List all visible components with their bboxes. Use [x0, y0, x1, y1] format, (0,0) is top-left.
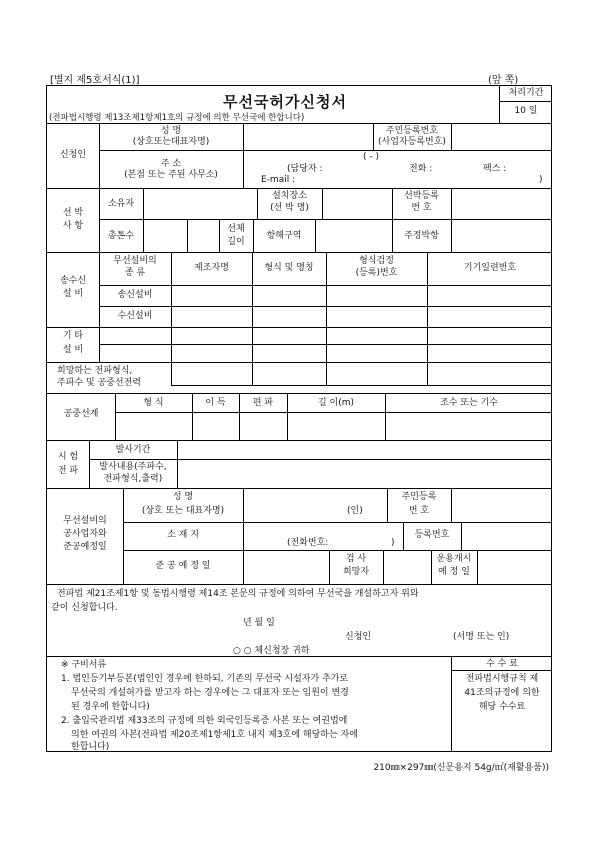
- cert-label-1: 형식검정: [359, 256, 394, 266]
- applicant-name-sub: (상호또는대표자명): [132, 137, 210, 147]
- hull-length-1: 선체: [227, 224, 245, 234]
- applicant-contact-person: (담당자 :: [287, 164, 323, 174]
- declaration-date: 년 월 일: [243, 618, 275, 628]
- antenna-gain-label: 이 득: [205, 398, 226, 408]
- applicant-close-paren: ): [539, 175, 543, 185]
- rx-equipment-label: 수신설비: [117, 311, 153, 321]
- tx-equipment-label: 송신설비: [117, 290, 153, 300]
- applicant-phone: 전화 :: [409, 164, 433, 174]
- nav-area-label: 항해구역: [266, 231, 302, 241]
- antenna-type-label: 형 식: [143, 398, 164, 408]
- applicant-fax: 팩스 :: [483, 164, 507, 174]
- ship-label-1: 선 박: [62, 208, 84, 218]
- declaration-signature: (서명 또는 인): [453, 632, 510, 642]
- cert-label-2: (등록)번호: [355, 268, 398, 278]
- contractor-address-label: 소 재 지: [167, 530, 199, 540]
- ship-reg-2: 번 호: [411, 203, 432, 213]
- equipment-kind-1: 무선설비의: [113, 256, 157, 266]
- processing-period-label: 처리기간: [508, 88, 544, 98]
- equipment-kind-2: 종 류: [124, 268, 146, 278]
- processing-period-value: 10 일: [514, 106, 538, 116]
- documents-item1-line3: 된 경우에 한합니다): [71, 702, 150, 712]
- applicant-rrn-label: 주민등록번호: [385, 126, 439, 136]
- declaration-recipient: ○ ○ 체신청장 귀하: [233, 646, 310, 656]
- install-place-1: 설치장소: [272, 191, 307, 201]
- contractor-name-label: 성 명: [172, 492, 194, 502]
- antenna-elements-label: 조수 또는 기수: [440, 398, 498, 408]
- test-content-2: 전파형식,출력): [103, 474, 163, 484]
- contractor-seal: (인): [347, 506, 363, 516]
- home-port-label: 주정박항: [404, 231, 439, 241]
- ship-owner-label: 소유자: [107, 199, 135, 209]
- documents-item1-line1: 1. 법인등기부등본(법인인 경우에 한하되, 기존의 무선국 시설자가 추가로: [61, 674, 349, 684]
- other-label-2: 설 비: [62, 345, 84, 355]
- ship-label-2: 사 항: [62, 221, 84, 231]
- documents-item2-line1: 2. 출입국관리법 제33조의 규정에 의한 외국인등록증 사본 또는 여권법에: [61, 716, 348, 726]
- contractor-phone-close: ): [391, 538, 395, 548]
- applicant-name-label: 성 명: [160, 126, 182, 136]
- form-subtitle: (전파법시행령 제13조제1항제1호의 규정에 의한 무선국에 한합니다): [49, 113, 305, 123]
- maker-label: 제조자명: [194, 263, 229, 273]
- antenna-length-label: 길 이(m): [317, 398, 355, 408]
- contractor-rrn-2: 번 호: [408, 506, 430, 516]
- serial-label: 기기일련번호: [463, 263, 517, 273]
- contractor-label-3: 준공예정일: [63, 542, 107, 552]
- fee-header: 수 수 료: [486, 659, 518, 669]
- hull-length-2: 길이: [227, 237, 245, 247]
- txrx-label-1: 송수신: [59, 276, 87, 286]
- install-place-2: (선 박 명): [270, 203, 309, 213]
- other-label-1: 기 타: [62, 331, 84, 341]
- declaration-applicant: 신청인: [345, 632, 372, 642]
- test-radio-label-1: 시 험: [57, 452, 79, 462]
- test-period-label: 발사기간: [115, 445, 151, 455]
- operation-label-2: 예 정 일: [438, 567, 470, 577]
- txrx-label-2: 설 비: [62, 289, 84, 299]
- form-title: 무선국허가신청서: [223, 93, 347, 111]
- contractor-name-sub: (상호 또는 대표자명): [141, 506, 225, 516]
- contractor-label-2: 공사업자와: [63, 529, 107, 539]
- antenna-label: 공중선계: [63, 409, 99, 419]
- antenna-polarization-label: 편 파: [252, 398, 274, 408]
- applicant-email: E-mail :: [261, 175, 296, 185]
- contractor-rrn-1: 주민등록: [401, 492, 437, 502]
- contractor-reg-label: 등록번호: [414, 530, 450, 540]
- documents-item2-line2: 의한 여권의 사본(전파법 제20조제1항제1호 내지 제3호에 해당하는 자에: [71, 730, 358, 740]
- paper-size-note: 210㎜×297㎜(신문용지 54g/㎡(재활용품)): [373, 763, 549, 773]
- model-label: 형식 및 명칭: [264, 263, 314, 273]
- fee-line-3: 해당 수수료: [478, 702, 526, 712]
- contractor-phone: (전화번호:: [287, 538, 329, 548]
- applicant-address-sub: (본점 또는 주된 사무소): [124, 170, 218, 180]
- documents-item2-line3: 한합니다): [71, 742, 110, 752]
- operation-label-1: 운용개시: [436, 554, 472, 564]
- test-content-1: 발사내용(주파수,: [99, 462, 167, 472]
- inspection-label-2: 희망자: [342, 567, 370, 577]
- fee-line-1: 전파법시행규칙 제: [465, 674, 539, 684]
- applicant-phone-paren: ( - ): [363, 152, 379, 162]
- desired-label-2: 주파수 및 공중선전력: [57, 378, 141, 388]
- inspection-label-1: 검 사: [345, 554, 367, 564]
- contractor-label-1: 무선설비의: [63, 516, 107, 526]
- applicant-label: 신청인: [59, 150, 87, 160]
- completion-label: 준 공 예 정 일: [155, 561, 211, 571]
- documents-item1-line2: 무선국의 개설허가를 받고자 하는 경우에는 그 대표자 또는 임원이 변경: [71, 688, 349, 698]
- declaration-line-2: 같이 신청합니다.: [51, 603, 118, 613]
- ship-reg-1: 선박등록: [404, 191, 439, 201]
- fee-line-2: 41조의규정에 의한: [464, 688, 540, 698]
- applicant-address-label: 주 소: [160, 159, 182, 169]
- page-side: (앞 쪽): [488, 75, 519, 86]
- tonnage-label: 총톤수: [107, 231, 135, 241]
- applicant-rrn-sub: (사업자등록번호): [378, 137, 446, 147]
- test-radio-label-2: 전 파: [57, 466, 79, 476]
- desired-label-1: 희망하는 전파형식,: [57, 366, 133, 376]
- declaration-line-1: 전파법 제21조제1항 및 동법시행령 제14조 본문의 규정에 의하여 무선국을 개설하고자 위와: [57, 589, 419, 599]
- form-number: [별지 제5호서식(1)]: [50, 75, 140, 86]
- permit-application-form: [46, 85, 552, 752]
- documents-header: ※ 구비서류: [61, 660, 107, 670]
